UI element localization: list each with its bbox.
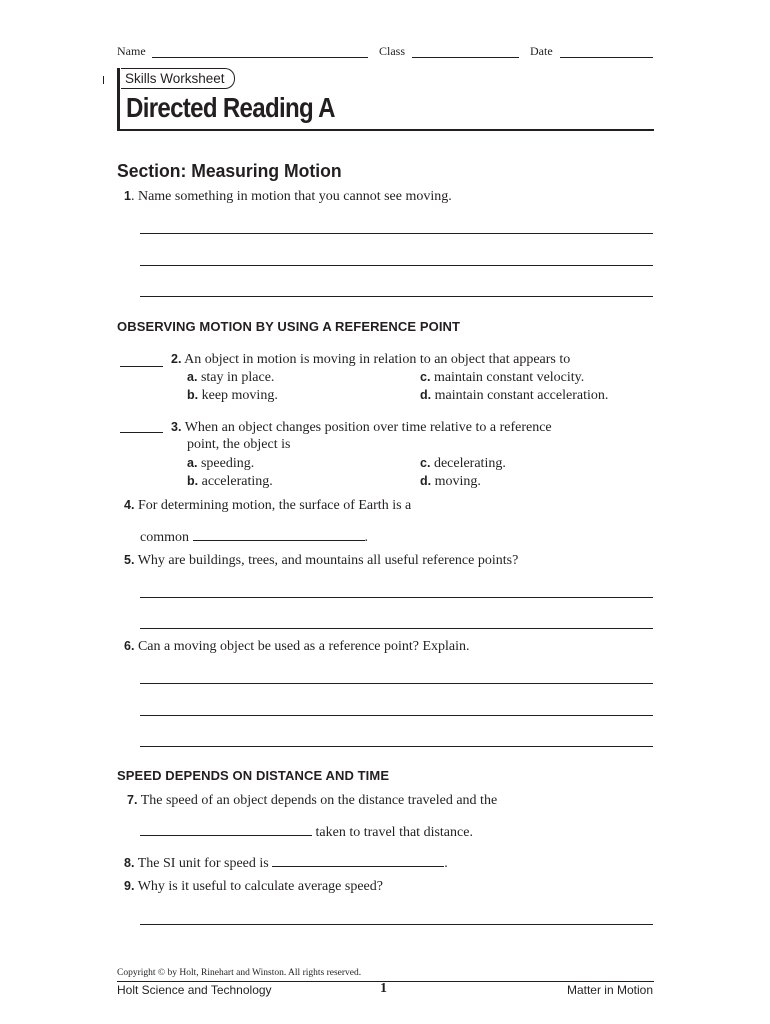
answer-line[interactable] bbox=[140, 924, 653, 925]
question-text: Why is it useful to calculate average speed? bbox=[137, 879, 383, 894]
option-c: c. decelerating. bbox=[420, 456, 506, 471]
question-text: . Name something in motion that you cannot see moving. bbox=[130, 189, 452, 204]
title-underline bbox=[117, 129, 654, 131]
footer-right: Matter in Motion bbox=[566, 983, 653, 997]
question-number: 2. bbox=[171, 352, 182, 366]
answer-line[interactable] bbox=[140, 265, 653, 266]
name-label: Name bbox=[117, 44, 146, 58]
question-text: For determining motion, the surface of Earth is a bbox=[137, 498, 412, 513]
page-title: Directed Reading A bbox=[126, 92, 335, 123]
option-b: b. accelerating. bbox=[187, 474, 273, 489]
option-d: d. maintain constant acceleration. bbox=[420, 388, 609, 403]
class-label: Class bbox=[379, 44, 406, 58]
answer-line[interactable] bbox=[140, 296, 653, 297]
question-5 bbox=[124, 551, 518, 570]
question-1 bbox=[124, 187, 452, 206]
footer-left: Holt Science and Technology bbox=[117, 983, 272, 997]
question-7-cont: taken to travel that distance. bbox=[140, 823, 473, 842]
answer-line[interactable] bbox=[140, 628, 653, 629]
question-text: Can a moving object be used as a reference point? Explain. bbox=[137, 639, 470, 654]
question-8: 8. The SI unit for speed is . bbox=[124, 856, 448, 871]
question-2 bbox=[171, 350, 570, 369]
date-field[interactable] bbox=[560, 57, 653, 58]
question-text: Why are buildings, trees, and mountains all useful reference points? bbox=[137, 553, 519, 568]
answer-line[interactable] bbox=[140, 233, 653, 234]
section-heading: SPEED DEPENDS ON DISTANCE AND TIME bbox=[117, 768, 390, 783]
option-d: d. moving. bbox=[420, 474, 481, 489]
fill-blank-7[interactable] bbox=[140, 823, 312, 836]
question-4 bbox=[124, 496, 411, 515]
answer-line[interactable] bbox=[140, 597, 653, 598]
question-text: The SI unit for speed is bbox=[137, 856, 269, 871]
skills-worksheet-badge: Skills Worksheet bbox=[121, 68, 235, 89]
answer-blank-3[interactable] bbox=[120, 432, 163, 433]
question-3-cont: point, the object is bbox=[187, 437, 291, 452]
question-9 bbox=[124, 877, 383, 896]
question-number: 7. bbox=[127, 793, 138, 807]
question-number: 3. bbox=[171, 420, 182, 434]
answer-line[interactable] bbox=[140, 715, 653, 716]
question-text: The speed of an object depends on the distance traveled and the bbox=[140, 793, 498, 808]
question-4-cont: common . bbox=[140, 530, 368, 545]
question-number: 6. bbox=[124, 639, 135, 653]
question-6 bbox=[124, 637, 470, 656]
question-text: An object in motion is moving in relation to an object that appears to bbox=[184, 352, 571, 367]
question-7 bbox=[127, 791, 497, 810]
option-b: b. keep moving. bbox=[187, 388, 278, 403]
answer-line[interactable] bbox=[140, 683, 653, 684]
answer-blank-2[interactable] bbox=[120, 366, 163, 367]
fill-blank-4[interactable] bbox=[193, 528, 365, 541]
title-bar bbox=[117, 68, 120, 131]
option-a: a. stay in place. bbox=[187, 370, 275, 385]
option-c: c. maintain constant velocity. bbox=[420, 370, 585, 385]
name-field[interactable] bbox=[152, 57, 368, 58]
class-field[interactable] bbox=[412, 57, 519, 58]
option-a: a. speeding. bbox=[187, 456, 255, 471]
date-label: Date bbox=[530, 44, 553, 58]
question-number: 5. bbox=[124, 553, 135, 567]
section-title: Section: Measuring Motion bbox=[117, 160, 342, 181]
question-number: 4. bbox=[124, 498, 135, 512]
section-heading: OBSERVING MOTION BY USING A REFERENCE POINT bbox=[117, 319, 461, 334]
fill-blank-8[interactable] bbox=[272, 854, 444, 867]
question-number: 9. bbox=[124, 879, 135, 893]
question-3 bbox=[171, 418, 552, 437]
answer-line[interactable] bbox=[140, 746, 653, 747]
question-text: When an object changes position over time relative to a reference bbox=[184, 420, 552, 435]
margin-tick bbox=[103, 76, 104, 84]
question-number: 8. bbox=[124, 856, 135, 870]
page-number: 1 bbox=[380, 981, 387, 996]
question-number: 1 bbox=[124, 189, 131, 203]
copyright: Copyright © by Holt, Rinehart and Winston. All rights reserved. bbox=[117, 968, 362, 978]
